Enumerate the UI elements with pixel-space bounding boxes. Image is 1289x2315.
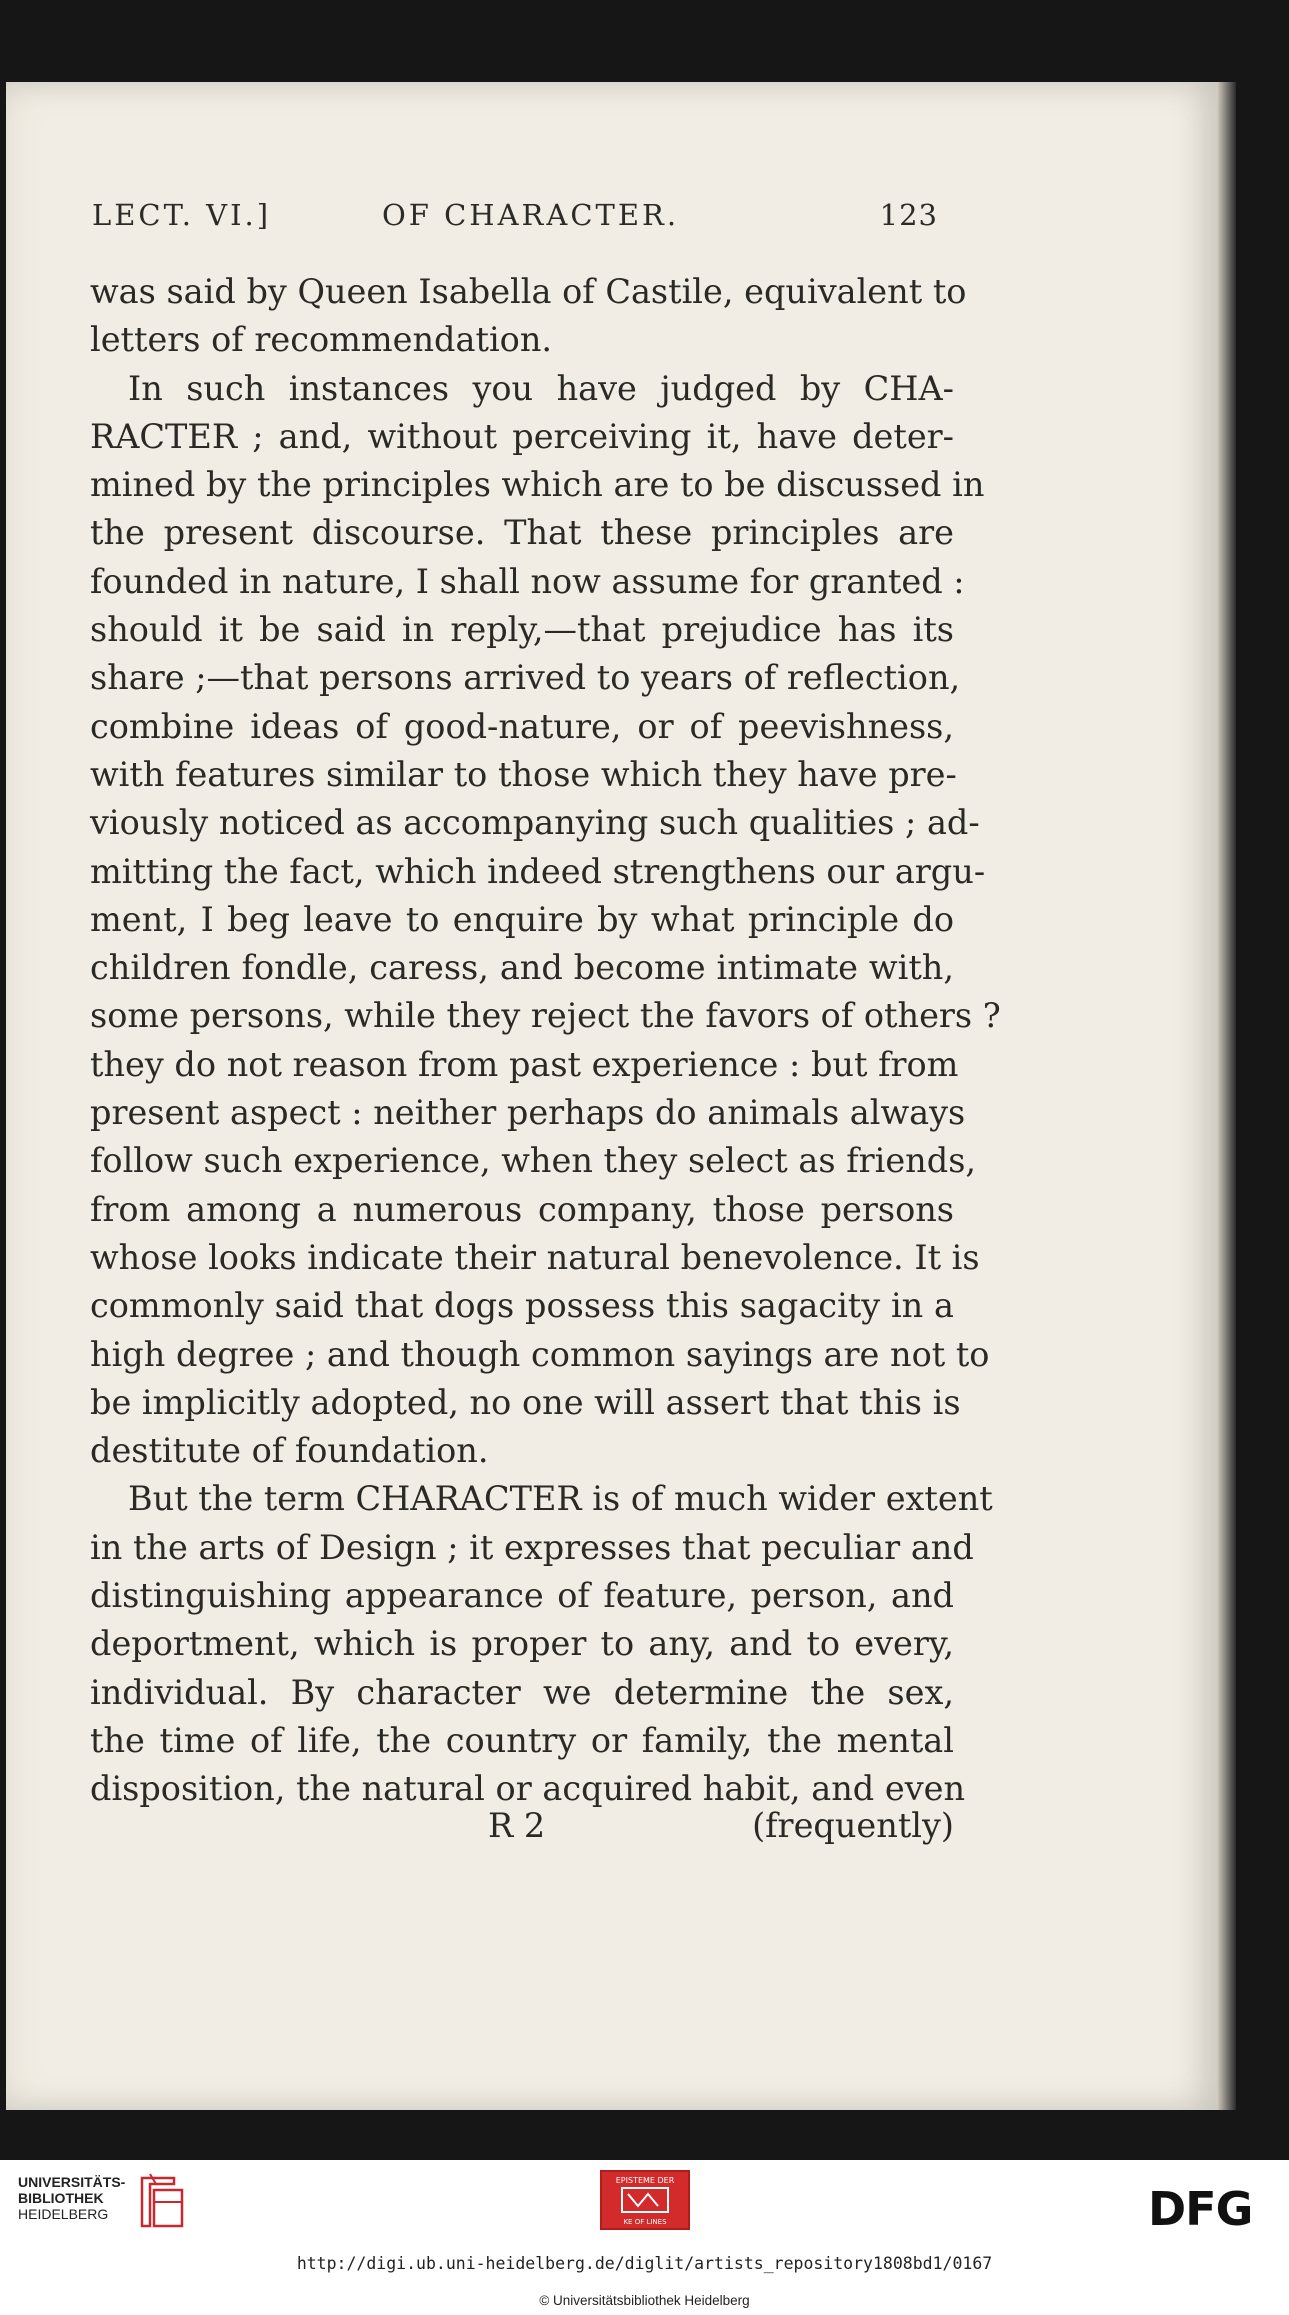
text-line: the time of life, the country or family, the mental [90, 1720, 954, 1760]
footer [0, 2160, 1289, 2315]
text-line: share ;—that persons arrived to years of reflection, [90, 658, 961, 698]
text-line: some persons, while they reject the favors of others ? [90, 996, 1001, 1036]
text-line: the present discourse. That these principles are [90, 513, 954, 553]
text-line: distinguishing appearance of feature, person, and [90, 1576, 954, 1616]
text-line: viously noticed as accompanying such qualities ; ad- [90, 803, 980, 843]
page-number: 123 [879, 198, 938, 232]
dfg-logo[interactable]: DFG [1148, 2182, 1253, 2236]
library-line: UNIVERSITÄTS- [18, 2174, 126, 2190]
episteme-logo-bottom-text: KE OF LINES [623, 2218, 667, 2226]
text-line: commonly said that dogs possess this sagacity in a [90, 1286, 954, 1326]
text-line: mined by the principles which are to be discussed in [90, 465, 985, 505]
running-head-title: OF CHARACTER. [382, 198, 680, 232]
text-line: founded in nature, I shall now assume for granted : [90, 561, 965, 601]
catchword: (frequently) [752, 1806, 954, 1845]
library-line: HEIDELBERG [18, 2206, 109, 2222]
text-line: disposition, the natural or acquired habit, and even [90, 1769, 966, 1809]
text-line: from among a numerous company, those persons [90, 1189, 954, 1229]
text-line: children fondle, caress, and become intimate with, [90, 948, 954, 988]
text-line: they do not reason from past experience : but from [90, 1044, 959, 1084]
text-line: was said by Queen Isabella of Castile, equivalent to [90, 272, 967, 311]
running-head [92, 198, 938, 246]
text-line: ment, I beg leave to enquire by what principle do [90, 899, 954, 939]
library-name [18, 2174, 125, 2222]
text-line: mitting the fact, which indeed strengthens our argu- [90, 851, 986, 891]
episteme-logo-top-text: EPISTEME DER [615, 2176, 675, 2185]
text-line: whose looks indicate their natural benevolence. It is [90, 1237, 980, 1277]
signature-mark: R 2 [488, 1806, 546, 1845]
text-line: destitute of foundation. [90, 1431, 489, 1471]
body-text [90, 268, 1001, 1814]
running-head-lecture: LECT. VI.] [92, 198, 272, 232]
text-line: high degree ; and though common sayings are not to [90, 1334, 990, 1374]
copyright-notice: © Universitätsbibliothek Heidelberg [539, 2293, 750, 2308]
text-line: In such instances you have judged by CHA- [128, 368, 954, 408]
episteme-logo[interactable] [600, 2170, 690, 2230]
text-line: with features similar to those which they have pre- [90, 754, 957, 794]
permalink-url[interactable]: http://digi.ub.uni-heidelberg.de/diglit/artists_repository1808bd1/0167 [296, 2254, 993, 2273]
text-line: should it be said in reply,—that prejudice has its [90, 610, 954, 650]
text-line: be implicitly adopted, no one will assert that this is [90, 1382, 961, 1422]
page-edge-shadow [1218, 82, 1236, 2110]
catch-line [90, 1806, 954, 1856]
library-line: BIBLIOTHEK [18, 2190, 104, 2206]
episteme-logo-icon [602, 2172, 688, 2228]
university-library-logo[interactable] [18, 2170, 188, 2234]
text-line: individual. By character we determine the sex, [90, 1672, 954, 1712]
text-line: letters of recommendation. [90, 320, 553, 360]
text-line: present aspect : neither perhaps do animals always [90, 1093, 966, 1133]
text-line: RACTER ; and, without perceiving it, have deter- [90, 416, 954, 456]
text-line: But the term CHARACTER is of much wider extent [128, 1479, 993, 1519]
library-emblem-icon [136, 2172, 188, 2232]
text-line: combine ideas of good-nature, or of peevishness, [90, 706, 954, 746]
text-line: deportment, which is proper to any, and to every, [90, 1624, 954, 1664]
text-line: in the arts of Design ; it expresses that peculiar and [90, 1527, 974, 1567]
text-line: follow such experience, when they select as friends, [90, 1141, 977, 1181]
